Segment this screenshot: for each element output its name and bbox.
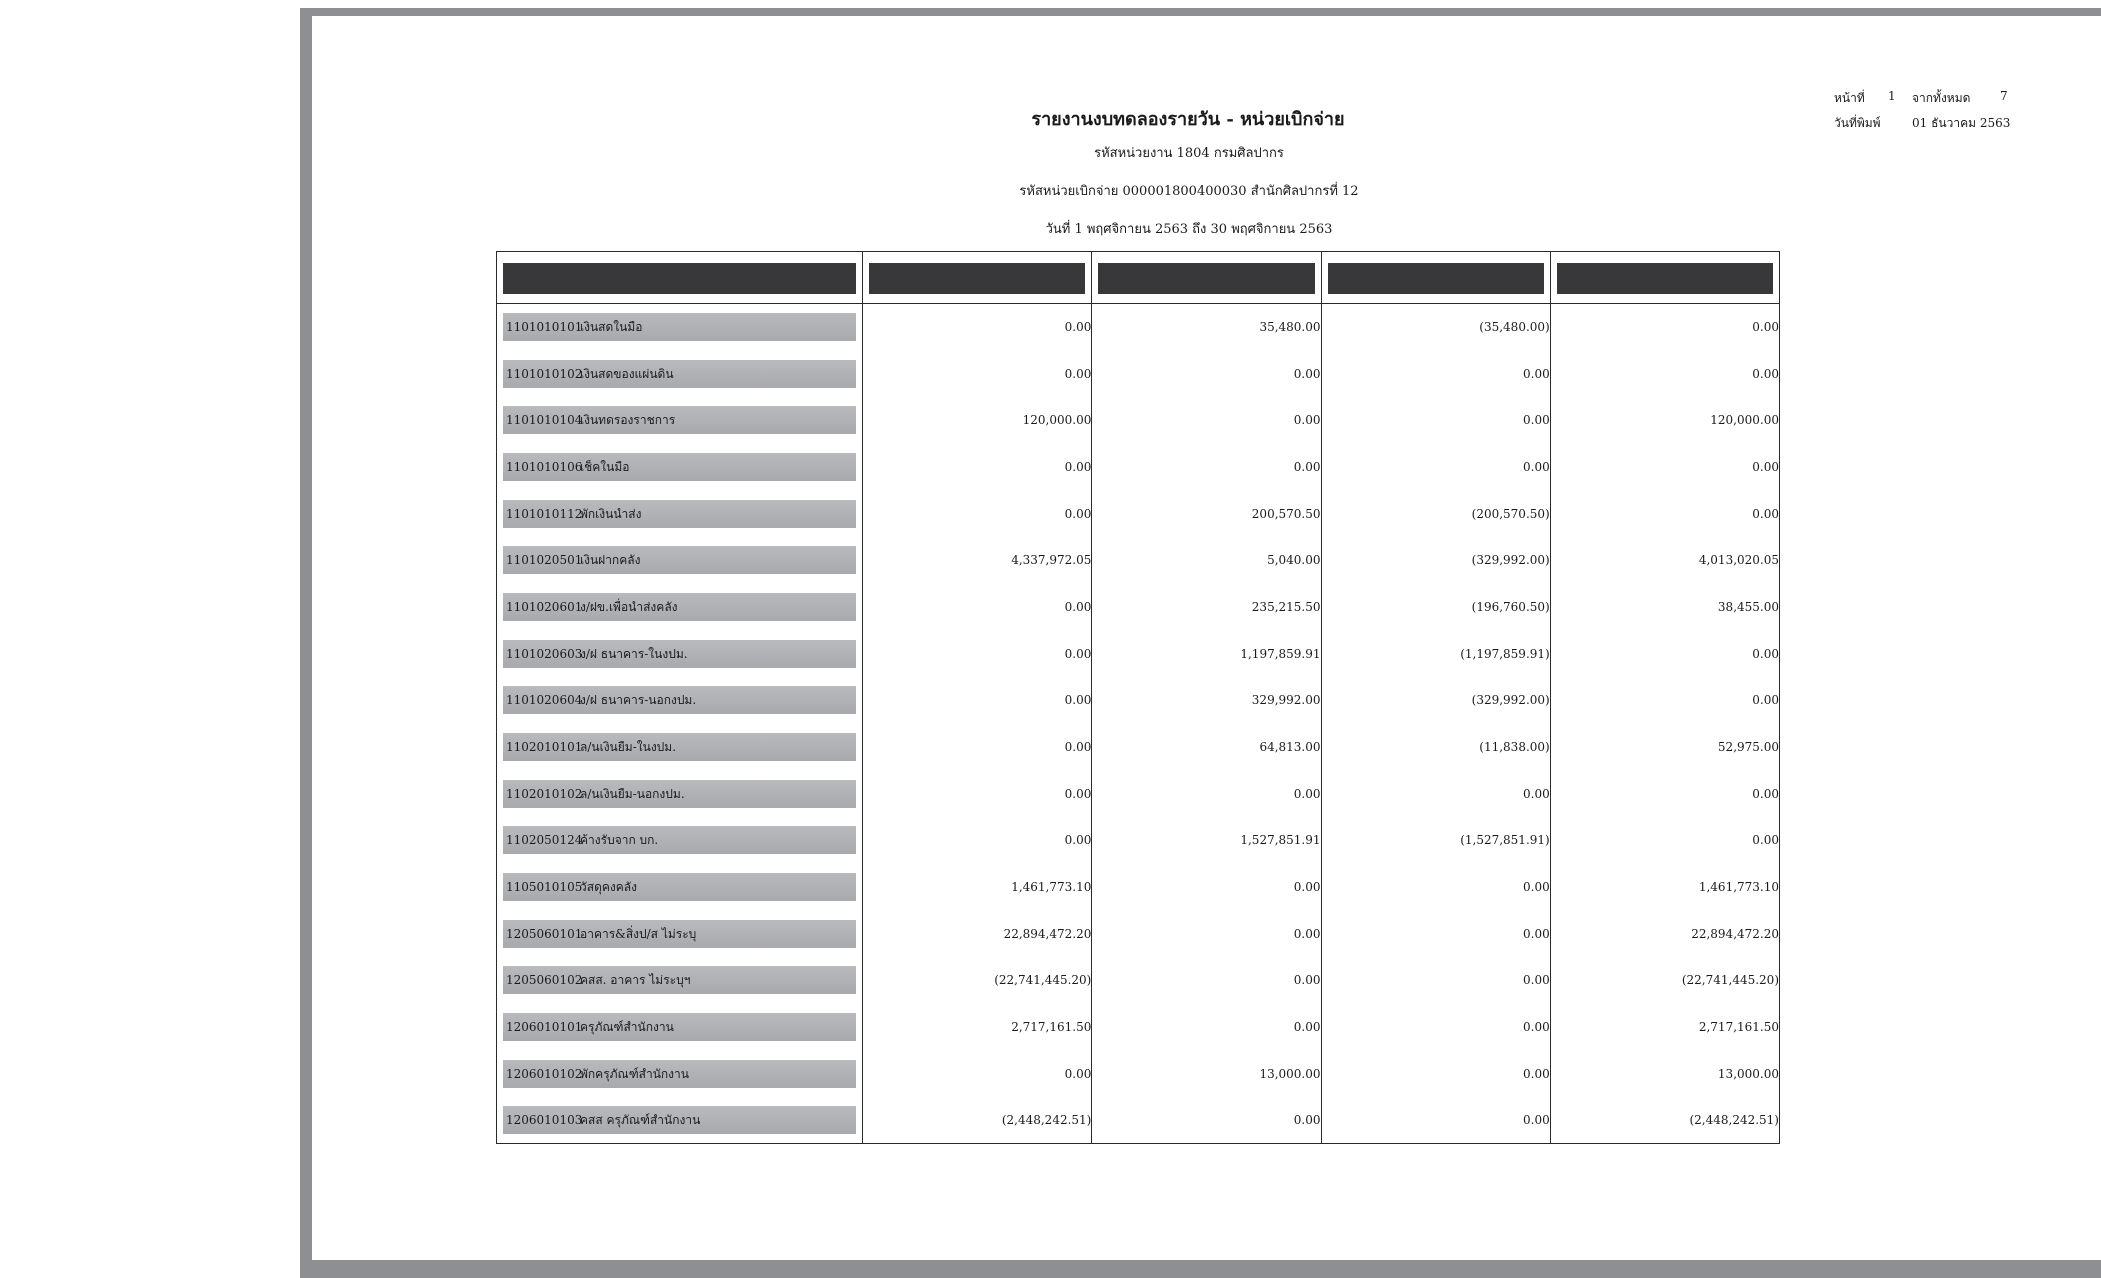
debit-cell: 235,215.50 <box>1092 584 1321 631</box>
account-name: คสส. อาคาร ไม่ระบุฯ <box>580 973 691 988</box>
credit-cell: 0.00 <box>1321 444 1550 491</box>
account-cell <box>497 864 863 911</box>
account-cell <box>497 537 863 584</box>
opening-balance-cell: (2,448,242.51) <box>863 1097 1092 1144</box>
account-name: พักครุภัณฑ์สำนักงาน <box>580 1066 689 1081</box>
table-body <box>497 304 1780 1144</box>
opening-balance-cell: 0.00 <box>863 724 1092 771</box>
column-header-debit <box>1092 252 1321 304</box>
table-row <box>497 1051 1780 1098</box>
column-header-credit <box>1321 252 1550 304</box>
debit-cell: 35,480.00 <box>1092 304 1321 351</box>
report-title: รายงานงบทดลองรายวัน - หน่วยเบิกจ่าย <box>1031 109 1345 130</box>
opening-balance-cell: 0.00 <box>863 444 1092 491</box>
closing-balance-cell: (22,741,445.20) <box>1550 957 1779 1004</box>
credit-cell: 0.00 <box>1321 1051 1550 1098</box>
credit-cell: (329,992.00) <box>1321 677 1550 724</box>
table-row <box>497 864 1780 911</box>
opening-balance-cell: 0.00 <box>863 304 1092 351</box>
opening-balance-cell: 120,000.00 <box>863 397 1092 444</box>
table-row <box>497 537 1780 584</box>
table-row <box>497 490 1780 537</box>
account-code: 1101020601 <box>506 599 583 614</box>
account-cell <box>497 1051 863 1098</box>
disbursing-unit-line: รหัสหน่วยเบิกจ่าย 000001800400030 สำนักศิลปากรที่ 12 <box>1019 184 1359 199</box>
report-page <box>312 16 2101 1260</box>
table-row <box>497 1004 1780 1051</box>
closing-balance-cell: 52,975.00 <box>1550 724 1779 771</box>
account-cell <box>497 817 863 864</box>
debit-cell: 0.00 <box>1092 397 1321 444</box>
account-name: เงินทดรองราชการ <box>580 413 676 428</box>
credit-cell: (1,197,859.91) <box>1321 630 1550 677</box>
account-name: ง/ฝข.เพื่อนำส่งคลัง <box>580 599 678 614</box>
account-code: 1101010112 <box>506 506 583 521</box>
account-code: 1102010101 <box>506 740 583 755</box>
table-row <box>497 724 1780 771</box>
closing-balance-cell: 2,717,161.50 <box>1550 1004 1779 1051</box>
credit-cell: (35,480.00) <box>1321 304 1550 351</box>
account-name: ล/นเงินยืม-นอกงปม. <box>580 786 685 801</box>
debit-cell: 200,570.50 <box>1092 490 1321 537</box>
print-date-label: วันที่พิมพ์ <box>1834 116 1881 130</box>
total-pages: 7 <box>2000 89 2008 103</box>
account-name: พักเงินนำส่ง <box>580 506 642 521</box>
print-date: 01 ธันวาคม 2563 <box>1912 116 2011 130</box>
account-code: 1206010103 <box>506 1113 583 1128</box>
account-cell <box>497 910 863 957</box>
opening-balance-cell: 0.00 <box>863 584 1092 631</box>
opening-balance-cell: 0.00 <box>863 677 1092 724</box>
table-row <box>497 817 1780 864</box>
table-row <box>497 910 1780 957</box>
account-name: เงินสดของแผ่นดิน <box>580 366 674 381</box>
account-name: เงินฝากคลัง <box>580 553 641 568</box>
closing-balance-cell: 0.00 <box>1550 770 1779 817</box>
debit-cell: 0.00 <box>1092 864 1321 911</box>
account-code: 1101020501 <box>506 553 583 568</box>
closing-balance-cell: 120,000.00 <box>1550 397 1779 444</box>
opening-balance-cell: 1,461,773.10 <box>863 864 1092 911</box>
account-code: 1205060101 <box>506 926 583 941</box>
page-label: หน้าที่ <box>1834 91 1865 105</box>
debit-cell: 0.00 <box>1092 1004 1321 1051</box>
column-header-opening <box>863 252 1092 304</box>
debit-cell: 0.00 <box>1092 957 1321 1004</box>
table-row <box>497 770 1780 817</box>
credit-cell: 0.00 <box>1321 910 1550 957</box>
account-cell <box>497 724 863 771</box>
opening-balance-cell: 0.00 <box>863 770 1092 817</box>
agency-line: รหัสหน่วยงาน 1804 กรมศิลปากร <box>1094 146 1284 161</box>
debit-cell: 1,197,859.91 <box>1092 630 1321 677</box>
account-cell <box>497 1097 863 1144</box>
closing-balance-cell: 0.00 <box>1550 630 1779 677</box>
opening-balance-cell: 22,894,472.20 <box>863 910 1092 957</box>
table-row <box>497 1097 1780 1144</box>
account-name: วัสดุคงคลัง <box>580 880 637 895</box>
trial-balance-table <box>496 251 1780 1144</box>
debit-cell: 5,040.00 <box>1092 537 1321 584</box>
debit-cell: 0.00 <box>1092 1097 1321 1144</box>
account-cell <box>497 677 863 724</box>
opening-balance-cell: 2,717,161.50 <box>863 1004 1092 1051</box>
account-code: 1101010101 <box>506 320 583 335</box>
debit-cell: 0.00 <box>1092 444 1321 491</box>
table-row <box>497 304 1780 351</box>
table-row <box>497 350 1780 397</box>
account-name: ค้างรับจาก บก. <box>580 833 659 848</box>
debit-cell: 64,813.00 <box>1092 724 1321 771</box>
table-row <box>497 584 1780 631</box>
opening-balance-cell: (22,741,445.20) <box>863 957 1092 1004</box>
closing-balance-cell: 13,000.00 <box>1550 1051 1779 1098</box>
account-code: 1206010101 <box>506 1020 583 1035</box>
account-cell <box>497 444 863 491</box>
table-row <box>497 630 1780 677</box>
account-name: คสส ครุภัณฑ์สำนักงาน <box>580 1113 701 1128</box>
closing-balance-cell: (2,448,242.51) <box>1550 1097 1779 1144</box>
credit-cell: (329,992.00) <box>1321 537 1550 584</box>
column-header-closing <box>1550 252 1779 304</box>
account-name: ง/ฝ ธนาคาร-นอกงปม. <box>580 693 697 708</box>
opening-balance-cell: 0.00 <box>863 350 1092 397</box>
account-code: 1101010102 <box>506 366 583 381</box>
credit-cell: 0.00 <box>1321 1004 1550 1051</box>
account-cell <box>497 770 863 817</box>
account-cell <box>497 584 863 631</box>
opening-balance-cell: 0.00 <box>863 490 1092 537</box>
table-row <box>497 397 1780 444</box>
account-cell <box>497 490 863 537</box>
closing-balance-cell: 0.00 <box>1550 490 1779 537</box>
credit-cell: 0.00 <box>1321 397 1550 444</box>
account-cell <box>497 1004 863 1051</box>
closing-balance-cell: 0.00 <box>1550 677 1779 724</box>
credit-cell: 0.00 <box>1321 957 1550 1004</box>
debit-cell: 0.00 <box>1092 350 1321 397</box>
closing-balance-cell: 0.00 <box>1550 304 1779 351</box>
credit-cell: 0.00 <box>1321 350 1550 397</box>
credit-cell: (196,760.50) <box>1321 584 1550 631</box>
account-name: ล/นเงินยืม-ในงปม. <box>580 740 677 755</box>
account-code: 1102050124 <box>506 833 583 848</box>
credit-cell: (1,527,851.91) <box>1321 817 1550 864</box>
opening-balance-cell: 4,337,972.05 <box>863 537 1092 584</box>
account-cell <box>497 304 863 351</box>
account-code: 1101020604 <box>506 693 583 708</box>
account-name: เช็คในมือ <box>580 459 630 474</box>
account-code: 1101010106 <box>506 459 583 474</box>
account-name: อาคาร&สิ่งป/ส ไม่ระบุ <box>580 926 697 941</box>
account-cell <box>497 397 863 444</box>
table-row <box>497 677 1780 724</box>
closing-balance-cell: 22,894,472.20 <box>1550 910 1779 957</box>
credit-cell: (200,570.50) <box>1321 490 1550 537</box>
account-name: เงินสดในมือ <box>580 320 643 335</box>
credit-cell: 0.00 <box>1321 770 1550 817</box>
page-number: 1 <box>1888 89 1896 103</box>
closing-balance-cell: 0.00 <box>1550 817 1779 864</box>
closing-balance-cell: 0.00 <box>1550 350 1779 397</box>
opening-balance-cell: 0.00 <box>863 630 1092 677</box>
closing-balance-cell: 1,461,773.10 <box>1550 864 1779 911</box>
debit-cell: 13,000.00 <box>1092 1051 1321 1098</box>
account-cell <box>497 630 863 677</box>
debit-cell: 1,527,851.91 <box>1092 817 1321 864</box>
column-header-account <box>497 252 863 304</box>
credit-cell: 0.00 <box>1321 1097 1550 1144</box>
closing-balance-cell: 0.00 <box>1550 444 1779 491</box>
account-cell <box>497 350 863 397</box>
opening-balance-cell: 0.00 <box>863 817 1092 864</box>
opening-balance-cell: 0.00 <box>863 1051 1092 1098</box>
closing-balance-cell: 38,455.00 <box>1550 584 1779 631</box>
debit-cell: 0.00 <box>1092 770 1321 817</box>
table-row <box>497 444 1780 491</box>
credit-cell: (11,838.00) <box>1321 724 1550 771</box>
account-code: 1105010105 <box>506 880 583 895</box>
account-name: ง/ฝ ธนาคาร-ในงปม. <box>580 646 688 661</box>
account-code: 1101010104 <box>506 413 583 428</box>
date-range-line: วันที่ 1 พฤศจิกายน 2563 ถึง 30 พฤศจิกายน 2563 <box>1045 222 1333 237</box>
account-cell <box>497 957 863 1004</box>
closing-balance-cell: 4,013,020.05 <box>1550 537 1779 584</box>
credit-cell: 0.00 <box>1321 864 1550 911</box>
total-label: จากทั้งหมด <box>1912 91 1971 105</box>
account-name: ครุภัณฑ์สำนักงาน <box>580 1020 674 1035</box>
table-row <box>497 957 1780 1004</box>
debit-cell: 329,992.00 <box>1092 677 1321 724</box>
account-code: 1206010102 <box>506 1066 583 1081</box>
account-code: 1102010102 <box>506 786 583 801</box>
account-code: 1101020603 <box>506 646 583 661</box>
debit-cell: 0.00 <box>1092 910 1321 957</box>
table-header-row <box>497 252 1780 304</box>
account-code: 1205060102 <box>506 973 583 988</box>
